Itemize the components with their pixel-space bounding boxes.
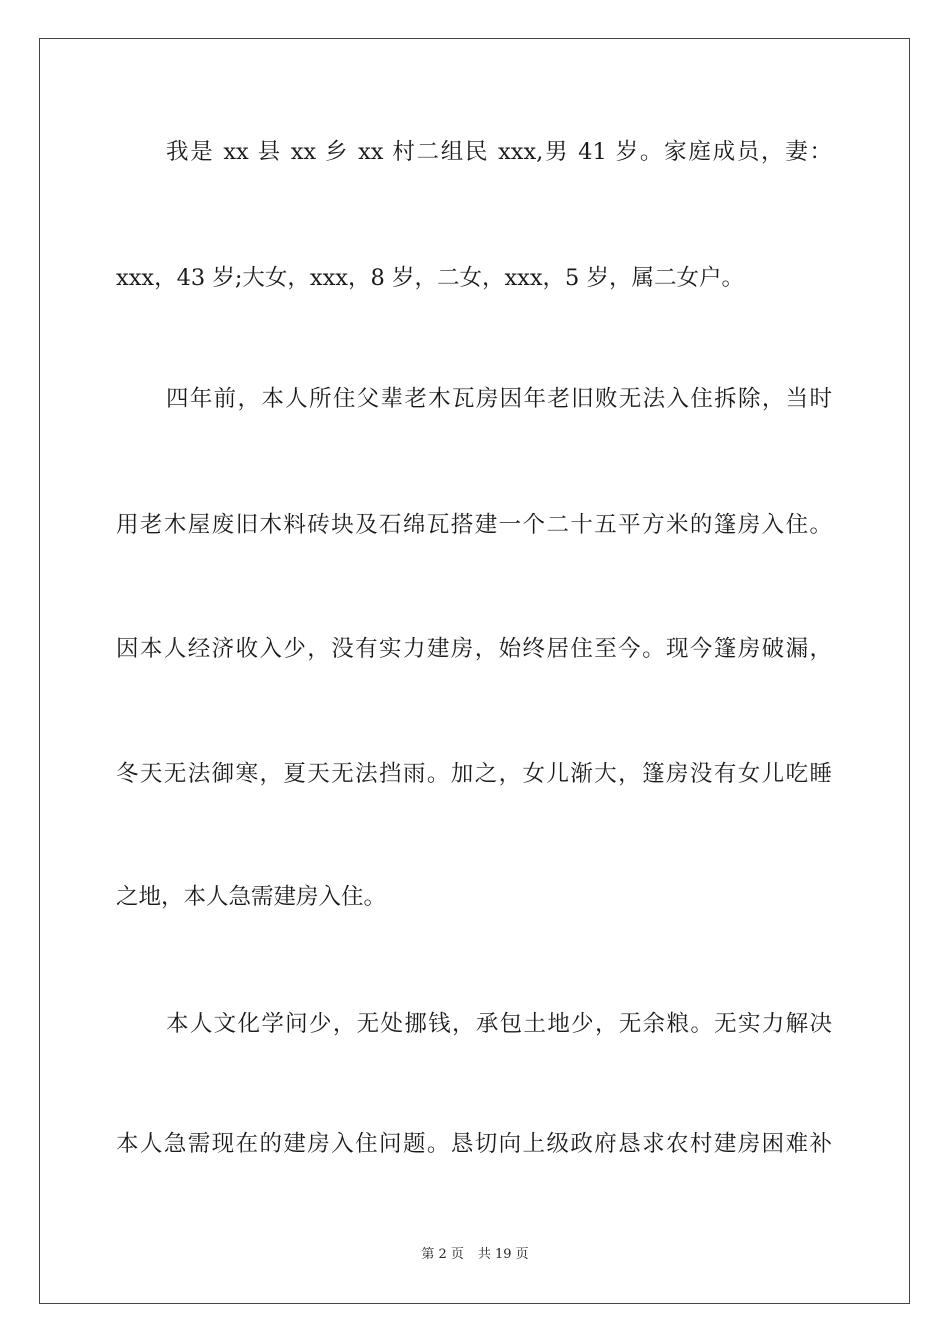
text-line-2: xxx，43 岁;大女，xxx，8 岁，二女，xxx，5 岁，属二女户。 (116, 265, 745, 291)
text-line-6: 冬天无法御寒，夏天无法挡雨。加之，女儿渐大，篷房没有女儿吃睡 (116, 761, 832, 787)
text-line-7: 之地，本人急需建房入住。 (116, 884, 387, 910)
text-line-1: 我是 xx 县 xx 乡 xx 村二组民 xxx,男 41 岁。家庭成员，妻： (166, 139, 832, 165)
text-line-3: 四年前，本人所住父辈老木瓦房因年老旧败无法入住拆除，当时 (166, 386, 832, 412)
page-frame (39, 38, 910, 1304)
page-footer (0, 1246, 950, 1264)
text-line-4: 用老木屋废旧木料砖块及石绵瓦搭建一个二十五平方米的篷房入住。 (116, 512, 832, 538)
text-line-9: 本人急需现在的建房入住问题。恳切向上级政府恳求农村建房困难补 (116, 1131, 832, 1157)
page-total: 共 19 页 (477, 1247, 529, 1262)
text-line-8: 本人文化学问少，无处挪钱，承包土地少，无余粮。无实力解决 (166, 1011, 832, 1037)
page-number: 第 2 页 (421, 1247, 464, 1262)
text-line-5: 因本人经济收入少，没有实力建房，始终居住至今。现今篷房破漏， (116, 636, 832, 662)
